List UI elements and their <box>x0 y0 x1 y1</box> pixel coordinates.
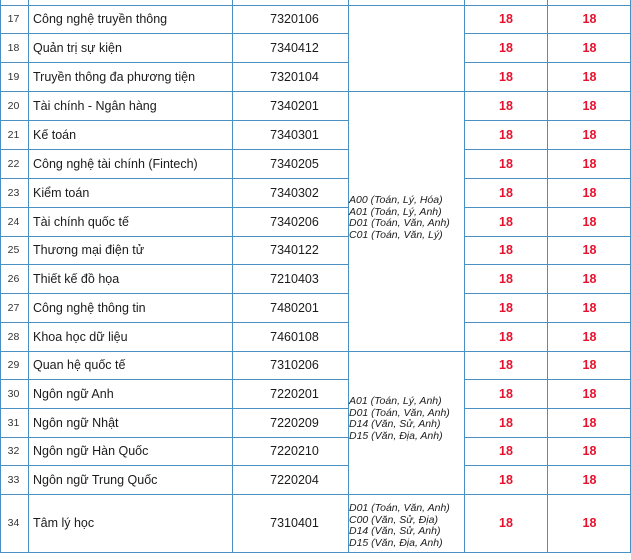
subject-combination-line: D15 (Văn, Địa, Anh) <box>349 536 443 549</box>
program-name: Tài chính - Ngân hàng <box>33 98 157 113</box>
program-code: 7320106 <box>270 12 319 26</box>
score-1: 18 <box>499 300 513 315</box>
table-row <box>0 120 631 149</box>
score-1: 18 <box>499 156 513 171</box>
program-name: Quan hệ quốc tế <box>33 358 126 372</box>
program-name: Ngôn ngữ Hàn Quốc <box>33 444 149 458</box>
row-number: 27 <box>7 301 20 314</box>
score-2: 18 <box>582 185 597 200</box>
program-code: 7340122 <box>270 243 319 257</box>
subject-combination-line: C00 (Văn, Sử, Địa) <box>349 513 438 526</box>
subject-combination-line: D01 (Toán, Văn, Anh) <box>349 217 450 229</box>
score-2: 18 <box>582 472 597 487</box>
program-code: 7340201 <box>270 98 319 113</box>
score-1: 18 <box>499 243 513 257</box>
program-name: Truyền thông đa phương tiện <box>33 69 196 84</box>
score-2: 18 <box>582 300 597 315</box>
row-number: 23 <box>7 186 20 199</box>
score-1: 18 <box>499 127 513 142</box>
program-code: 7220209 <box>270 415 319 430</box>
subject-combination-cell <box>349 396 461 442</box>
row-number: 19 <box>7 70 20 83</box>
score-1: 18 <box>499 358 513 372</box>
program-name: Công nghệ tài chính (Fintech) <box>33 156 198 171</box>
subject-combination-cell <box>349 503 461 549</box>
row-number: 33 <box>7 473 20 486</box>
score-1: 18 <box>499 444 513 458</box>
program-code: 7220210 <box>270 444 319 458</box>
table-row <box>0 33 631 62</box>
score-1: 18 <box>499 185 513 200</box>
program-name: Thương mại điện tử <box>33 243 145 257</box>
program-code: 7340205 <box>270 156 319 171</box>
table-row <box>0 379 631 408</box>
program-name: Thiết kế đồ họa <box>33 271 120 286</box>
program-name: Ngôn ngữ Nhật <box>33 415 119 430</box>
row-number: 34 <box>7 517 20 529</box>
table-row <box>0 149 631 178</box>
score-2: 18 <box>582 214 597 229</box>
score-1: 18 <box>499 40 513 55</box>
table-row <box>0 293 631 322</box>
score-2: 18 <box>582 415 597 430</box>
program-code: 7340206 <box>270 214 319 229</box>
subject-combination-line: A00 (Toán, Lý, Hóa) <box>349 194 443 206</box>
row-number: 24 <box>7 215 20 228</box>
table-row <box>0 322 631 351</box>
program-name: Quản trị sự kiện <box>33 40 122 55</box>
row-number: 17 <box>7 13 20 25</box>
subject-combination-line: C01 (Toán, Văn, Lý) <box>349 228 443 241</box>
program-name: Kế toán <box>33 127 77 142</box>
program-name: Tâm lý học <box>33 516 95 530</box>
score-2: 18 <box>582 358 597 372</box>
score-1: 18 <box>499 271 513 286</box>
program-name: Ngôn ngữ Trung Quốc <box>33 472 158 487</box>
table-row <box>0 62 631 91</box>
table-row <box>0 264 631 293</box>
score-2: 18 <box>582 243 597 257</box>
score-1: 18 <box>499 98 513 113</box>
row-number: 26 <box>7 272 20 285</box>
table-row <box>0 351 631 379</box>
subject-combination-line: D15 (Văn, Địa, Anh) <box>349 429 443 442</box>
score-2: 18 <box>582 156 597 171</box>
subject-combination-line: D01 (Toán, Văn, Anh) <box>349 406 450 419</box>
score-1: 18 <box>499 415 513 430</box>
score-1: 18 <box>499 472 513 487</box>
table-row <box>0 178 631 207</box>
score-2: 18 <box>582 127 597 142</box>
row-number: 21 <box>7 128 20 141</box>
subject-combination-line: D14 (Văn, Sử, Anh) <box>349 418 441 430</box>
row-number: 20 <box>7 99 20 112</box>
table-row <box>0 236 631 264</box>
program-code: 7460108 <box>270 329 319 344</box>
program-code: 7220201 <box>270 386 319 401</box>
row-number: 25 <box>7 244 20 256</box>
program-name: Công nghệ truyền thông <box>33 12 168 26</box>
score-2: 18 <box>582 98 597 113</box>
program-code: 7340301 <box>270 127 319 142</box>
row-number: 28 <box>7 330 20 343</box>
table-row <box>0 408 631 437</box>
subject-combination-line: D14 (Văn, Sử, Anh) <box>349 525 441 537</box>
table-row <box>0 465 631 494</box>
row-number: 31 <box>7 416 20 429</box>
score-2: 18 <box>582 386 597 401</box>
program-code: 7340302 <box>270 185 319 200</box>
program-code: 7320104 <box>270 69 319 84</box>
program-name: Khoa học dữ liệu <box>33 329 128 344</box>
table-row <box>0 494 631 552</box>
score-1: 18 <box>499 69 513 84</box>
program-code: 7340412 <box>270 40 319 55</box>
program-name: Công nghệ thông tin <box>33 300 146 315</box>
score-2: 18 <box>582 444 597 458</box>
program-name: Tài chính quốc tế <box>33 214 129 229</box>
score-1: 18 <box>499 516 513 530</box>
row-number: 22 <box>7 157 20 170</box>
score-2: 18 <box>582 329 597 344</box>
score-2: 18 <box>582 69 597 84</box>
score-2: 18 <box>582 12 597 26</box>
row-number: 30 <box>7 387 20 400</box>
score-1: 18 <box>499 386 513 401</box>
program-code: 7310206 <box>270 358 319 372</box>
score-1: 18 <box>499 214 513 229</box>
program-name: Kiểm toán <box>33 185 90 200</box>
row-number: 18 <box>7 41 20 54</box>
score-1: 18 <box>499 329 513 344</box>
subject-combination-line: D01 (Toán, Văn, Anh) <box>349 502 450 514</box>
table-row <box>0 91 631 120</box>
subject-combination-cell <box>349 195 461 241</box>
row-number: 29 <box>7 359 20 371</box>
table-row <box>0 437 631 465</box>
subject-combination-line: A01 (Toán, Lý, Anh) <box>349 205 442 218</box>
program-name: Ngôn ngữ Anh <box>33 386 114 401</box>
score-2: 18 <box>582 271 597 286</box>
program-code: 7480201 <box>270 300 319 315</box>
program-code: 7310401 <box>270 516 319 530</box>
program-code: 7210403 <box>270 271 319 286</box>
score-2: 18 <box>582 516 597 530</box>
row-number: 32 <box>7 445 20 457</box>
subject-combination-line: A01 (Toán, Lý, Anh) <box>349 395 442 407</box>
score-2: 18 <box>582 40 597 55</box>
score-1: 18 <box>499 12 513 26</box>
program-code: 7220204 <box>270 472 319 487</box>
table-row <box>0 207 631 236</box>
table-row <box>0 5 631 33</box>
